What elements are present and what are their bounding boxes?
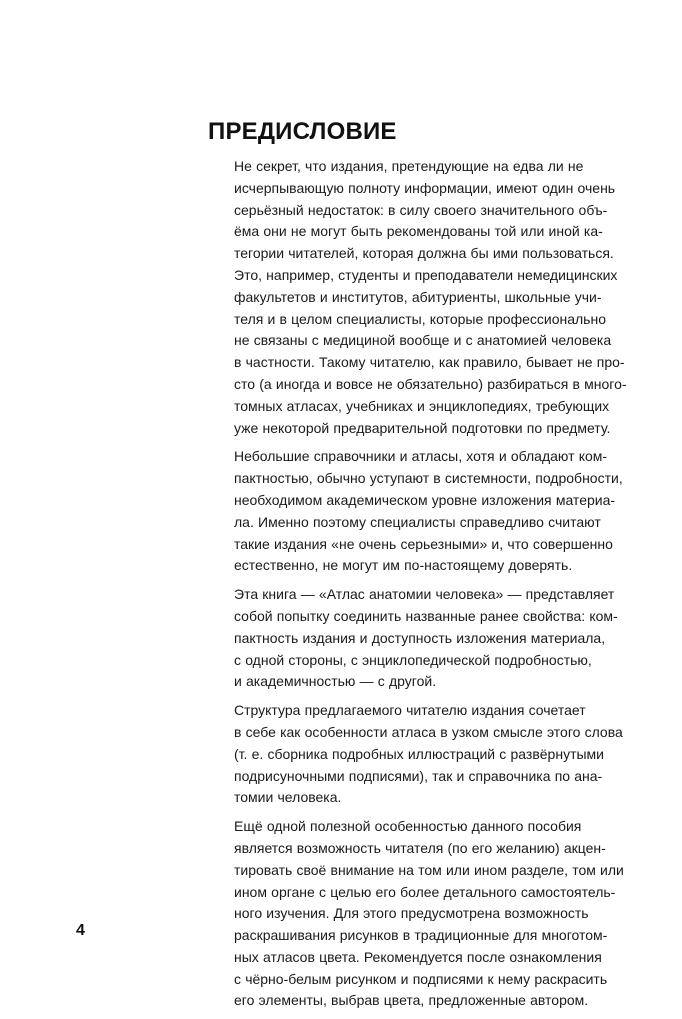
paragraph	[208, 700, 623, 809]
text-line: ла. Именно поэтому специалисты справедливо считают	[234, 513, 601, 530]
paragraph	[208, 816, 624, 1012]
text-line: тегории читателей, которая должна бы ими пользоваться.	[234, 245, 614, 262]
text-line: Эта книга — «Атлас анатомии человека» — представляет	[234, 586, 615, 603]
text-line: факультетов и институтов, абитуриенты, школьные учи-	[234, 288, 602, 305]
text-line: ином органе с целью его более детального самостоятель-	[234, 883, 616, 900]
text-line: Не секрет, что издания, претендующие на едва ли не	[234, 158, 584, 174]
text-line: Это, например, студенты и преподаватели немедицинских	[234, 266, 618, 283]
text-line: естественно, не могут им по-настоящему доверять.	[234, 557, 573, 574]
text-line: ного изучения. Для этого предусмотрена возможность	[234, 905, 589, 922]
text-line: тировать своё внимание на том или ином разделе, том или	[234, 861, 624, 878]
text-line: является возможность читателя (по его желанию) акцен-	[234, 839, 606, 856]
text-line: сто (а иногда и вовсе не обязательно) разбираться в много-	[234, 375, 627, 392]
text-line: уже некоторой предварительной подготовки по предмету.	[234, 419, 611, 436]
page-title: ПРЕДИСЛОВИЕ	[208, 118, 397, 145]
text-line: томных атласах, учебниках и энциклопедиях, требующих	[234, 397, 610, 414]
text-line: томии человека.	[234, 789, 342, 806]
text-line: исчерпывающую полноту информации, имеют один очень	[234, 179, 616, 196]
text-line: в частности. Такому читателю, как правило, бывает не про-	[234, 354, 625, 371]
text-line: с одной стороны, с энциклопедической подробностью,	[234, 651, 592, 668]
text-line: серьёзный недостаток: в силу своего значительного объ-	[234, 201, 608, 218]
text-line: не связаны с медициной вообще и с анатомией человека	[234, 332, 612, 349]
text-line: его элементы, выбрав цвета, предложенные автором.	[234, 992, 589, 1009]
paragraph	[208, 584, 618, 693]
paragraph	[208, 156, 627, 439]
preface-body	[208, 156, 627, 1019]
text-line: пактностью, обычно уступают в системности, подробности,	[234, 470, 623, 487]
text-line: такие издания «не очень серьезными» и, что совершенно	[234, 535, 613, 552]
text-line: (т. е. сборника подробных иллюстраций с развёрнутыми	[234, 745, 604, 762]
text-line: ных атласов цвета. Рекомендуется после ознакомления	[234, 948, 602, 965]
text-line: в себе как особенности атласа в узком смысле этого слова	[234, 723, 623, 740]
text-line: необходимом академическом уровне изложения материа-	[234, 491, 616, 508]
text-line: Ещё одной полезной особенностью данного пособия	[234, 818, 582, 835]
text-line: раскрашивания рисунков в традиционные для многотом-	[234, 927, 608, 944]
text-line: с чёрно-белым рисунком и подписями к нему раскрасить	[234, 970, 608, 987]
page-number: 4	[76, 922, 85, 939]
text-line: пактность издания и доступность изложения материала,	[234, 629, 606, 646]
text-line: подрисуночными подписями), так и справочника по ана-	[234, 767, 603, 784]
text-line: Структура предлагаемого читателю издания сочетает	[234, 702, 586, 719]
text-line: собой попытку соединить названные ранее свойства: ком-	[234, 607, 618, 624]
text-line: Небольшие справочники и атласы, хотя и обладают ком-	[234, 448, 608, 465]
text-line: и академичностью — с другой.	[234, 673, 437, 690]
paragraph	[208, 446, 623, 577]
text-line: теля и в целом специалисты, которые профессионально	[234, 310, 606, 327]
text-line: ёма они не могут быть рекомендованы той или иной ка-	[234, 223, 603, 240]
